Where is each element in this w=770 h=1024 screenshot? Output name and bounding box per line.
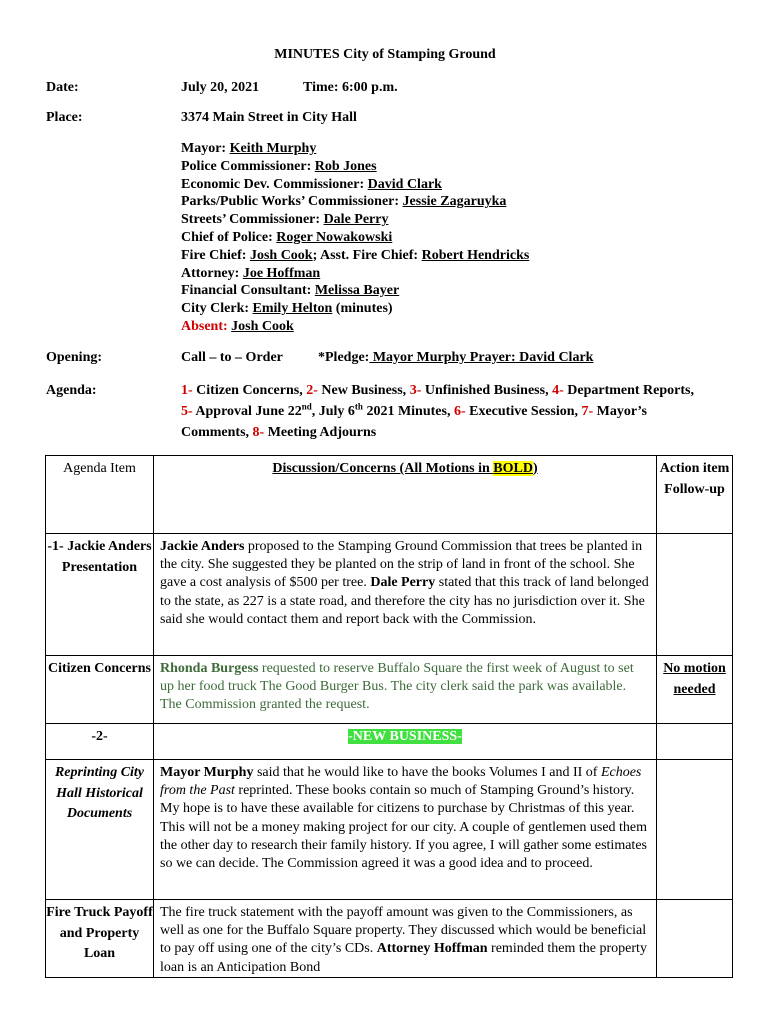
attendee-row: Police Commissioner: Rob Jones [181, 158, 377, 174]
row-item-newbiz: -2- [46, 724, 154, 760]
attendee-name: David Clark [367, 176, 442, 192]
call-to-order: Call – to – Order [181, 350, 283, 365]
attendee-name: Keith Murphy [229, 141, 317, 156]
date-label: Date: [46, 80, 79, 95]
row-action-newbiz [657, 724, 733, 760]
attendee-row: Chief of Police: Roger Nowakowski [181, 229, 393, 245]
row-banner-newbiz [154, 724, 657, 760]
table-row [46, 760, 733, 900]
table-row [46, 900, 733, 978]
date-value: July 20, 2021 [181, 80, 260, 95]
minutes-table [45, 455, 733, 978]
attendee-name: Roger Nowakowski [276, 229, 393, 245]
header-action: Action item Follow-up [657, 456, 733, 534]
attendee-name: Robert Hendricks [421, 247, 530, 263]
row-discussion-firetruck: The fire truck statement with the payoff amount was given to the Commissioners, as well as one for the Buffalo Square property. They discussed which would be beneficial to pay off using one of the city’s CDs. Attorney Hoffman reminded them the property loan is an Anticipation Bond [154, 900, 657, 978]
attendee-row: Parks/Public Works’ Commissioner: Jessie Zagaruyka [181, 194, 507, 210]
row-item-reprint: Reprinting City Hall Historical Documents [46, 760, 154, 900]
row-item-jackie: -1- Jackie Anders Presentation [46, 534, 154, 656]
attendee-name: Josh Cook [231, 318, 294, 334]
agenda-list: 1- Citizen Concerns, 2- New Business, 3- Unfinished Business, 4- Department Reports, 5- Approval June 22nd, July 6th 2021 Minutes, 6- Executive Session, 7- Mayor’s Comments, 8- Meeting Adjourns [181, 383, 694, 440]
attendee-name: Josh Cook [249, 247, 313, 263]
row-item-firetruck: Fire Truck Payoff and Property Loan [46, 900, 154, 978]
header-discussion: Discussion/Concerns (All Motions in BOLD) [154, 456, 657, 534]
pledge-prayer: *Pledge: Mayor Murphy Prayer: David Clark [318, 350, 594, 365]
document-title: MINUTES City of Stamping Ground [274, 47, 496, 62]
attendee-name: Melissa Bayer [314, 283, 400, 299]
place-label: Place: [46, 110, 83, 125]
attendee-row: Economic Dev. Commissioner: David Clark [181, 176, 442, 192]
new-business-banner: -NEW BUSINESS- [348, 729, 462, 744]
row-item-citizen: Citizen Concerns [46, 656, 154, 724]
table-row [46, 656, 733, 724]
header-agenda-item: Agenda Item [46, 456, 154, 534]
attendee-row: City Clerk: Emily Helton (minutes) [181, 301, 393, 317]
attendee-list [181, 140, 529, 336]
row-action-reprint [657, 760, 733, 900]
attendee-row: Streets’ Commissioner: Dale Perry [181, 212, 389, 228]
table-row [46, 724, 733, 760]
attendee-name: Emily Helton [252, 301, 333, 317]
opening-label: Opening: [46, 350, 103, 365]
attendee-row: Financial Consultant: Melissa Bayer [181, 283, 400, 299]
row-action-citizen: No motion needed [657, 656, 733, 724]
absent-row: Absent: Josh Cook [181, 318, 294, 334]
row-discussion-reprint: Mayor Murphy said that he would like to have the books Volumes I and II of Echoes from the Past reprinted. These books contain so much of Stamping Ground’s history. My hope is to have these available for citizens to purchase by Christmas of this year. This will not be a money making project for our city. A couple of gentlemen used them the other day to research their family history. If you agree, I will gather some estimates so we can decide. The Commission agreed it was a good idea and to proceed. [154, 760, 657, 900]
row-action-firetruck [657, 900, 733, 978]
row-discussion-jackie: Jackie Anders proposed to the Stamping Ground Commission that trees be planted in the city. She suggested they be planted on the strip of land in front of the school. She gave a cost analysis of $500 per tree. Dale Perry stated that this track of land belonged to the state, as 227 is a state road, and therefore the city has no jurisdiction over it. She said she would contact them and report back with the Commission. [154, 534, 657, 656]
table-header-row [46, 456, 733, 534]
attendee-name: Rob Jones [314, 158, 377, 174]
time-value: Time: 6:00 p.m. [303, 80, 398, 95]
agenda-label: Agenda: [46, 383, 97, 398]
attendee-row: Fire Chief: Josh Cook; Asst. Fire Chief: Robert Hendricks [181, 247, 530, 263]
attendee-row: Attorney: Joe Hoffman [181, 265, 321, 281]
attendee-name: Joe Hoffman [242, 265, 321, 281]
attendee-name: Jessie Zagaruyka [402, 194, 507, 210]
row-action-jackie [657, 534, 733, 656]
attendee-name: Dale Perry [323, 212, 389, 228]
attendee-row: Mayor: Keith Murphy [181, 141, 317, 156]
table-row [46, 534, 733, 656]
row-discussion-citizen: Rhonda Burgess requested to reserve Buffalo Square the first week of August to set up her food truck The Good Burger Bus. The city clerk said the park was available. The Commission granted the request. [154, 656, 657, 724]
place-value: 3374 Main Street in City Hall [181, 110, 357, 125]
